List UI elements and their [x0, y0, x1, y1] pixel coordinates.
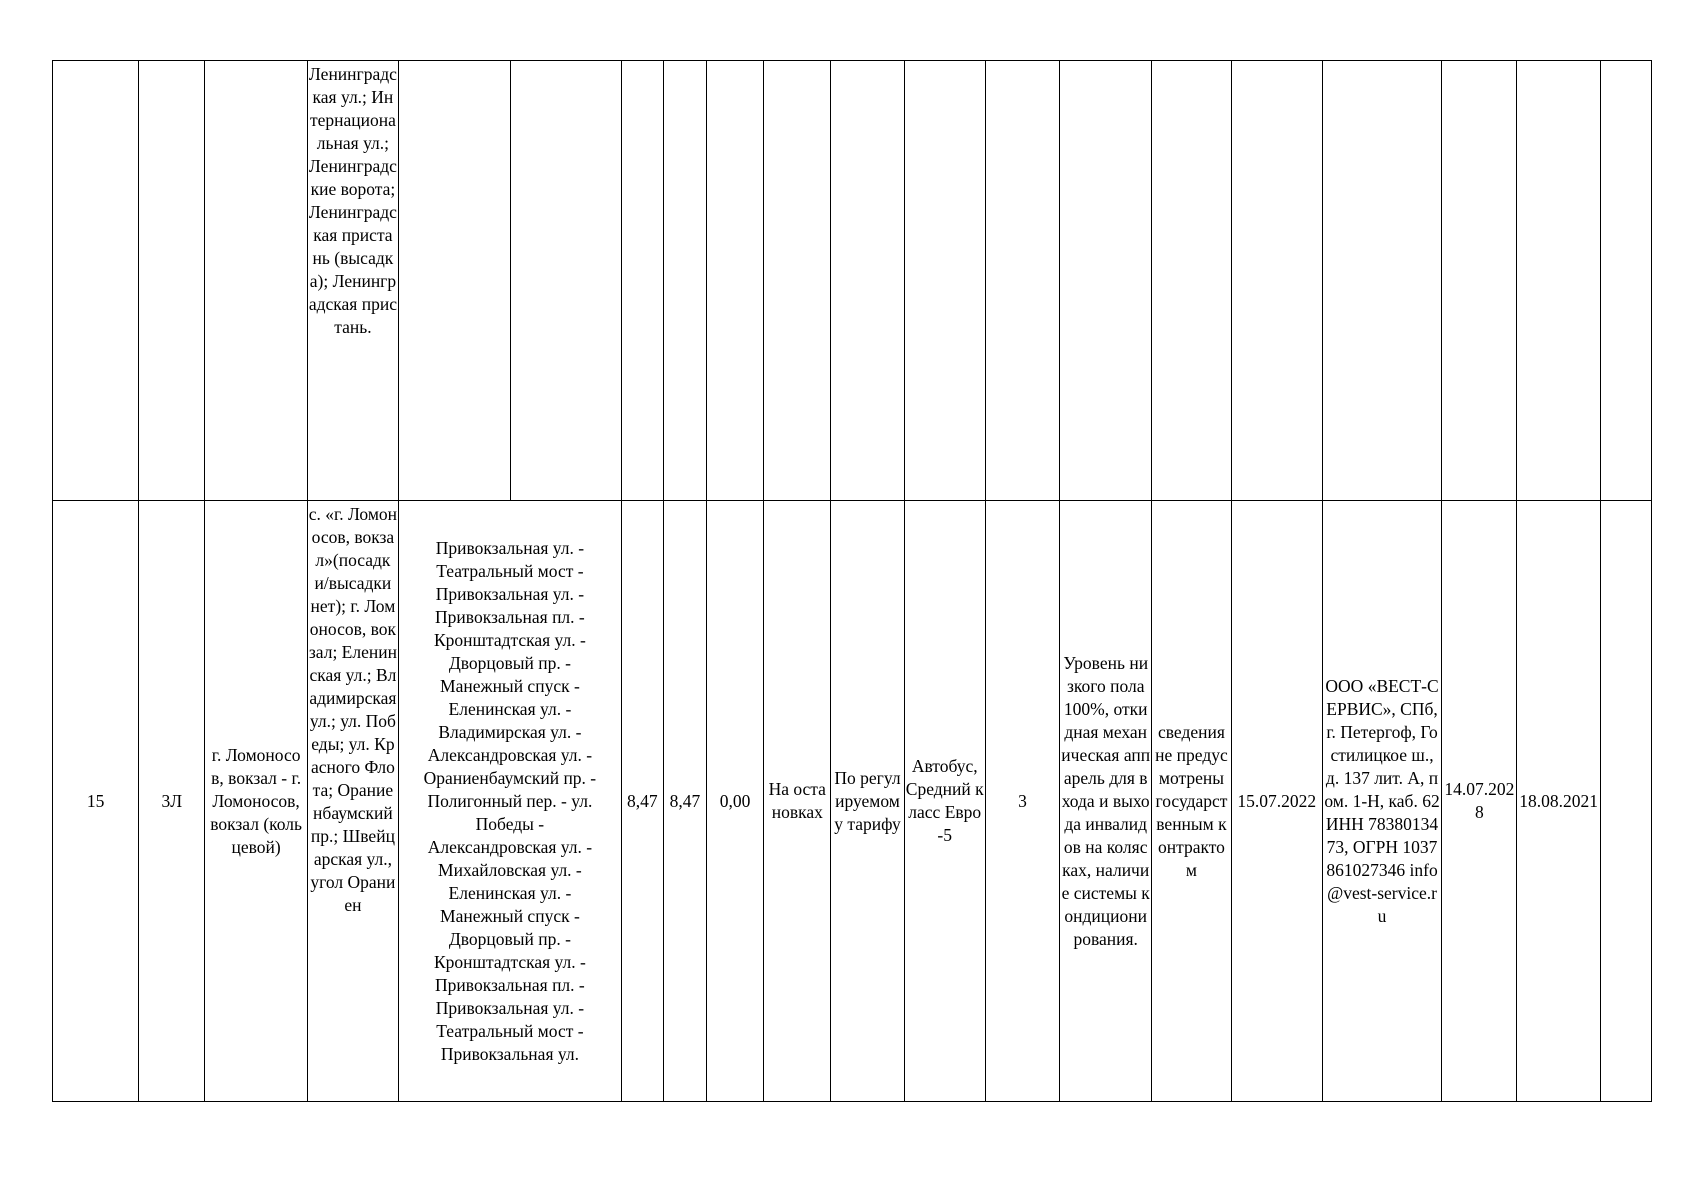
stops-continued-text: Ленинградская ул.; Интернациональная ул.; Ленинградские ворота; Ленинградская пристань (высадка); Ленинградская пристань. [308, 64, 397, 337]
vehicle: Автобус, Средний класс Евро-5 [905, 756, 984, 845]
vehicle-characteristics: Уровень низкого пола 100%, откидная механическая аппарель для входа и выхода инвалидов на колясках, наличие системы кондиционирования. [1061, 652, 1151, 949]
start-date-cell-empty [1231, 61, 1322, 501]
stop-procedure-cell [764, 501, 831, 1102]
stop-procedure: На остановках [768, 779, 826, 822]
end-date-cell-empty [1442, 61, 1517, 501]
tariff-cell-empty [831, 61, 904, 501]
stops-list: с. «г. Ломоносов, вокзал»(посадки/высадки нет); г. Ломоносов, вокзал; Еленинская ул.; Владимирская ул.; ул. Победы; ул. Красного Флота; Ораниенбаумский пр.; Швейцарская ул., угол Ораниен [308, 504, 398, 915]
streets-list: Привокзальная ул. - Театральный мост - Привокзальная ул. - Привокзальная пл. - Кронштадтская ул. - Дворцовый пр. - Манежный спуск - Еленинская ул. - Владимирская ул. - Александровская ул. - Ораниенбаумский пр. - Полигонный пер. - ул. Победы - Александровская ул. - Михайловская ул. - Еленинская ул. - Манежный спуск - Дворцовый пр. - Кронштадтская ул. - Привокзальная пл. - Привокзальная ул. - Театральный мост - Привокзальная ул. [423, 537, 597, 1064]
streets-cell-empty-part1 [399, 61, 511, 501]
length-forward-cell [621, 501, 663, 1102]
end-date-cell [1442, 501, 1517, 1102]
streets-cell [399, 501, 622, 1102]
length-forward: 8,47 [627, 790, 658, 811]
empty-value-cell [707, 501, 764, 1102]
contract-cell-empty [1152, 61, 1231, 501]
last-cell-empty [1600, 61, 1651, 501]
route-table-row [53, 501, 1652, 1102]
empty-value: 0,00 [719, 790, 751, 811]
vehicle-cell-empty [904, 61, 985, 501]
vehicle-count-cell-empty [985, 61, 1059, 501]
stop-procedure-cell-empty [764, 61, 831, 501]
carrier-cell-empty [1322, 61, 1441, 501]
length-backward: 8,47 [669, 790, 701, 811]
contract-cell [1152, 501, 1231, 1102]
length-backward-cell-empty [663, 61, 706, 501]
start-date-cell [1231, 501, 1322, 1102]
registry-date-cell-empty [1517, 61, 1600, 501]
route-number: 3Л [161, 790, 183, 811]
end-date: 14.07.2028 [1444, 779, 1515, 822]
continued-table-row [53, 61, 1652, 501]
characteristics-cell [1060, 501, 1152, 1102]
route-name-cell [205, 501, 307, 1102]
stops-cell [307, 501, 398, 1102]
tariff: По регулируемому тарифу [834, 767, 901, 834]
tariff-cell [831, 501, 904, 1102]
carrier-info: ООО «ВЕСТ-СЕРВИС», СПб, г. Петергоф, Гостилицкое ш., д. 137 лит. А, пом. 1-Н, каб. 62 ИНН 7838013473, ОГРН 1037861027346 info@vest-service.ru [1324, 675, 1440, 926]
route-name: г. Ломоносов, вокзал - г. Ломоносов, вокзал (кольцевой) [210, 744, 303, 857]
reg-number: 15 [86, 790, 105, 811]
reg-number-cell [53, 501, 139, 1102]
length-forward-cell-empty [621, 61, 663, 501]
carrier-cell [1322, 501, 1441, 1102]
empty-value-cell-empty [707, 61, 764, 501]
vehicle-count-cell [985, 501, 1059, 1102]
characteristics-cell-empty [1060, 61, 1152, 501]
registry-date-cell [1517, 501, 1600, 1102]
route-name-cell-empty [205, 61, 307, 501]
stops-continued-cell [307, 61, 398, 501]
last-cell [1600, 501, 1651, 1102]
start-date: 15.07.2022 [1237, 790, 1317, 811]
route-number-cell [139, 501, 205, 1102]
streets-cell-empty-part2 [511, 61, 621, 501]
route-number-cell-empty [139, 61, 205, 501]
length-backward-cell [663, 501, 706, 1102]
reg-number-cell-empty [53, 61, 139, 501]
registry-date: 18.08.2021 [1519, 790, 1598, 811]
routes-register-table [52, 60, 1652, 1102]
contract-info: сведения не предусмотрены государственным контрактом [1155, 721, 1228, 880]
vehicle-count: 3 [1018, 790, 1027, 811]
vehicle-cell [904, 501, 985, 1102]
